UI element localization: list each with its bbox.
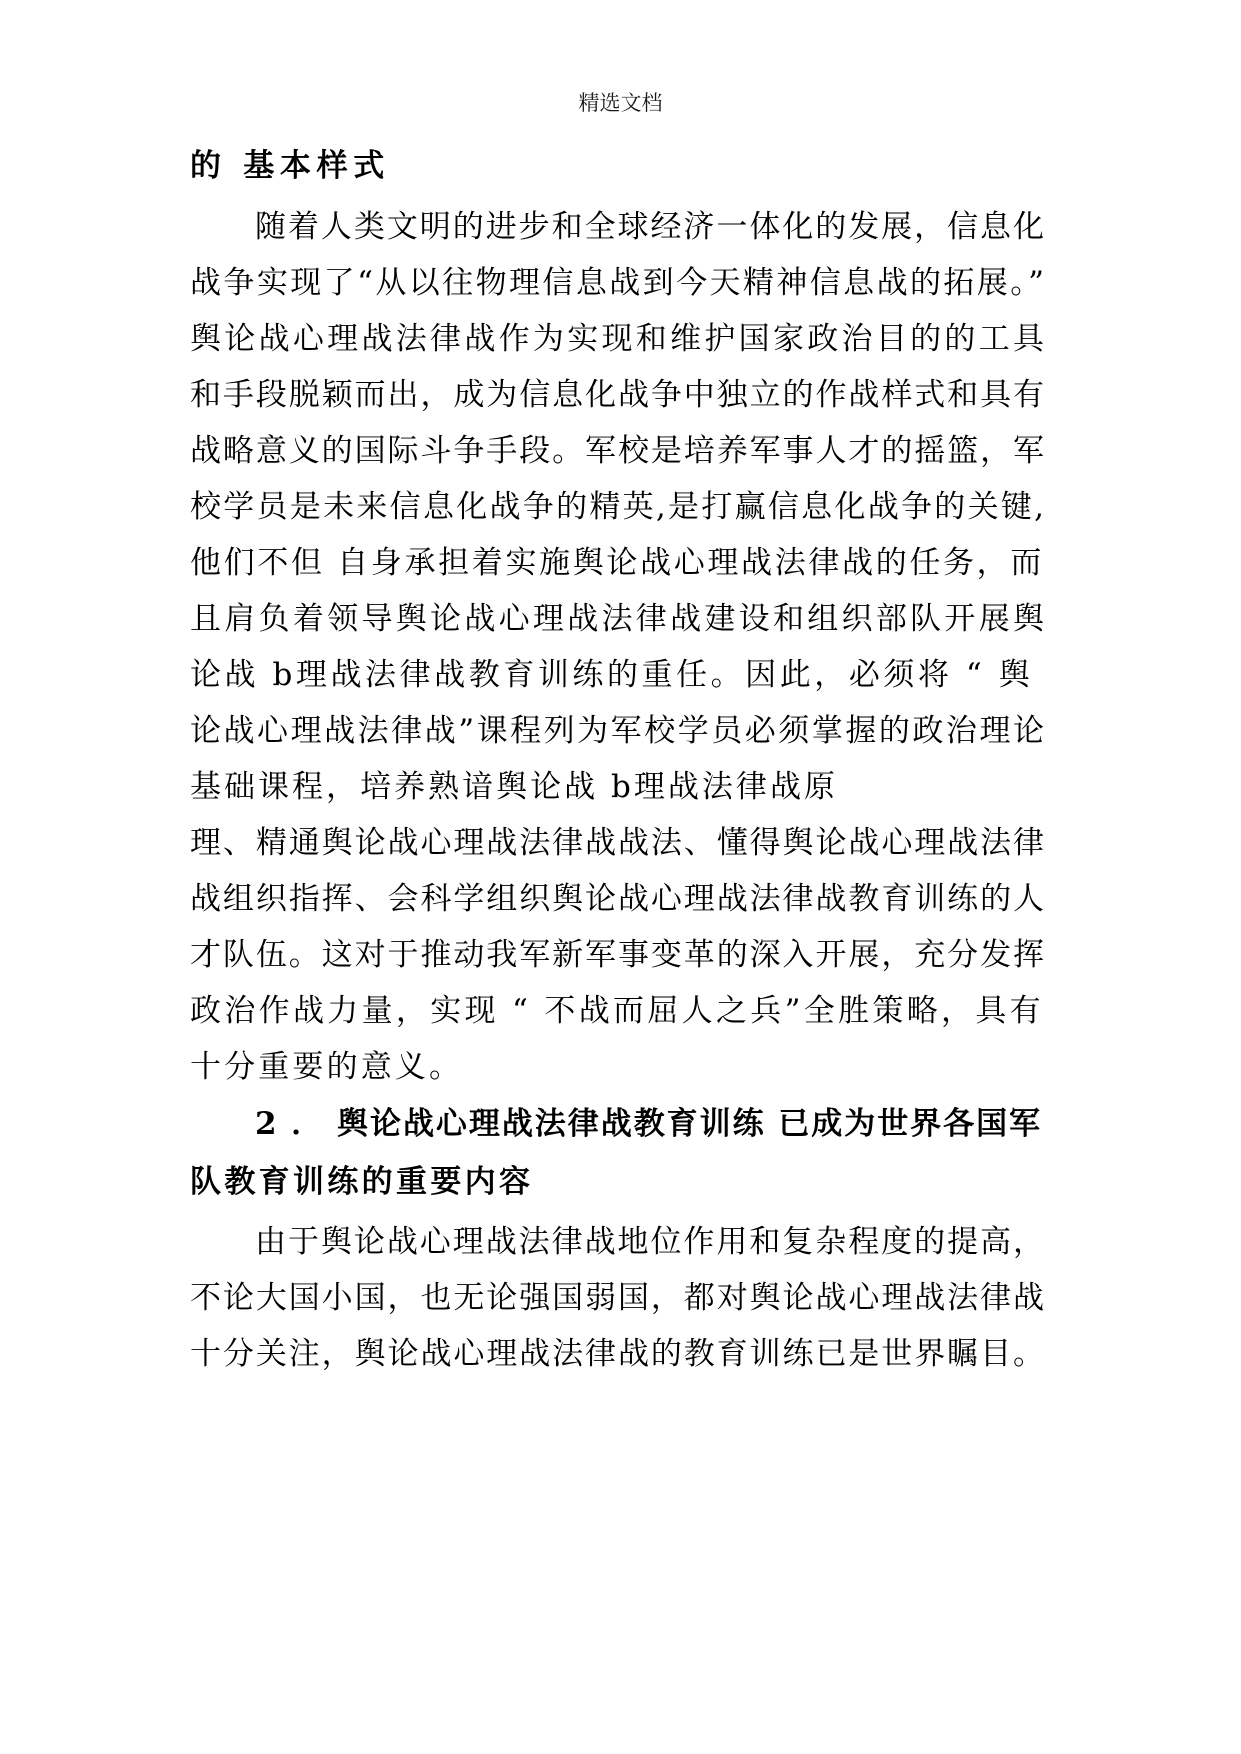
paragraph-line: 由于舆论战心理战法律战地位作用和复杂程度的提高， <box>255 1224 1046 1260</box>
paragraph-line: 基础课程，培养熟谙舆论战 b理战法律战原 <box>190 769 838 805</box>
paragraph-line: 政治作战力量，实现 “ 不战而屈人之兵”全胜策略，具有 <box>190 993 1044 1029</box>
paragraph-line: 十分关注，舆论战心理战法律战的教育训练已是世界瞩目。 <box>190 1336 1046 1372</box>
paragraph-line: 才队伍。这对于推动我军新军事变革的深入开展，充分发挥 <box>190 937 1046 973</box>
paragraph-line: 且肩负着领导舆论战心理战法律战建设和组织部队开展舆 <box>190 601 1048 637</box>
section-heading-fragment: 的 基本样式 <box>190 148 390 184</box>
paragraph-line: 论战心理战法律战”课程列为军校学员必须掌握的政治理论 <box>190 713 1047 749</box>
paragraph-line: 理、精通舆论战心理战法律战战法、懂得舆论战心理战法律 <box>190 825 1046 861</box>
paragraph-line: 不论大国小国，也无论强国弱国，都对舆论战心理战法律战 <box>190 1280 1046 1316</box>
paragraph-line: 论战 b理战法律战教育训练的重任。因此，必须将 “ 舆 <box>190 657 1034 693</box>
paragraph-line: 十分重要的意义。 <box>190 1049 464 1085</box>
section-heading: 2 ． 舆论战心理战法律战教育训练 已成为世界各国军 <box>255 1106 1043 1142</box>
paragraph-line: 战组织指挥、会科学组织舆论战心理战法律战教育训练的人 <box>190 881 1046 917</box>
page-header: 精选文档 <box>578 91 663 115</box>
section-heading-continued: 队教育训练的重要内容 <box>190 1164 534 1200</box>
paragraph-line: 校学员是未来信息化战争的精英,是打赢信息化战争的关键, <box>190 489 1047 525</box>
paragraph-line: 战争实现了“从以往物理信息战到今天精神信息战的拓展。” <box>190 265 1047 301</box>
paragraph-line: 随着人类文明的进步和全球经济一体化的发展，信息化 <box>255 209 1046 245</box>
paragraph-line: 战略意义的国际斗争手段。军校是培养军事人才的摇篮，军 <box>190 433 1046 469</box>
paragraph-line: 他们不但 自身承担着实施舆论战心理战法律战的任务，而 <box>190 545 1044 581</box>
paragraph-line: 舆论战心理战法律战作为实现和维护国家政治目的的工具 <box>190 321 1048 357</box>
paragraph-line: 和手段脱颖而出，成为信息化战争中独立的作战样式和具有 <box>190 377 1046 413</box>
